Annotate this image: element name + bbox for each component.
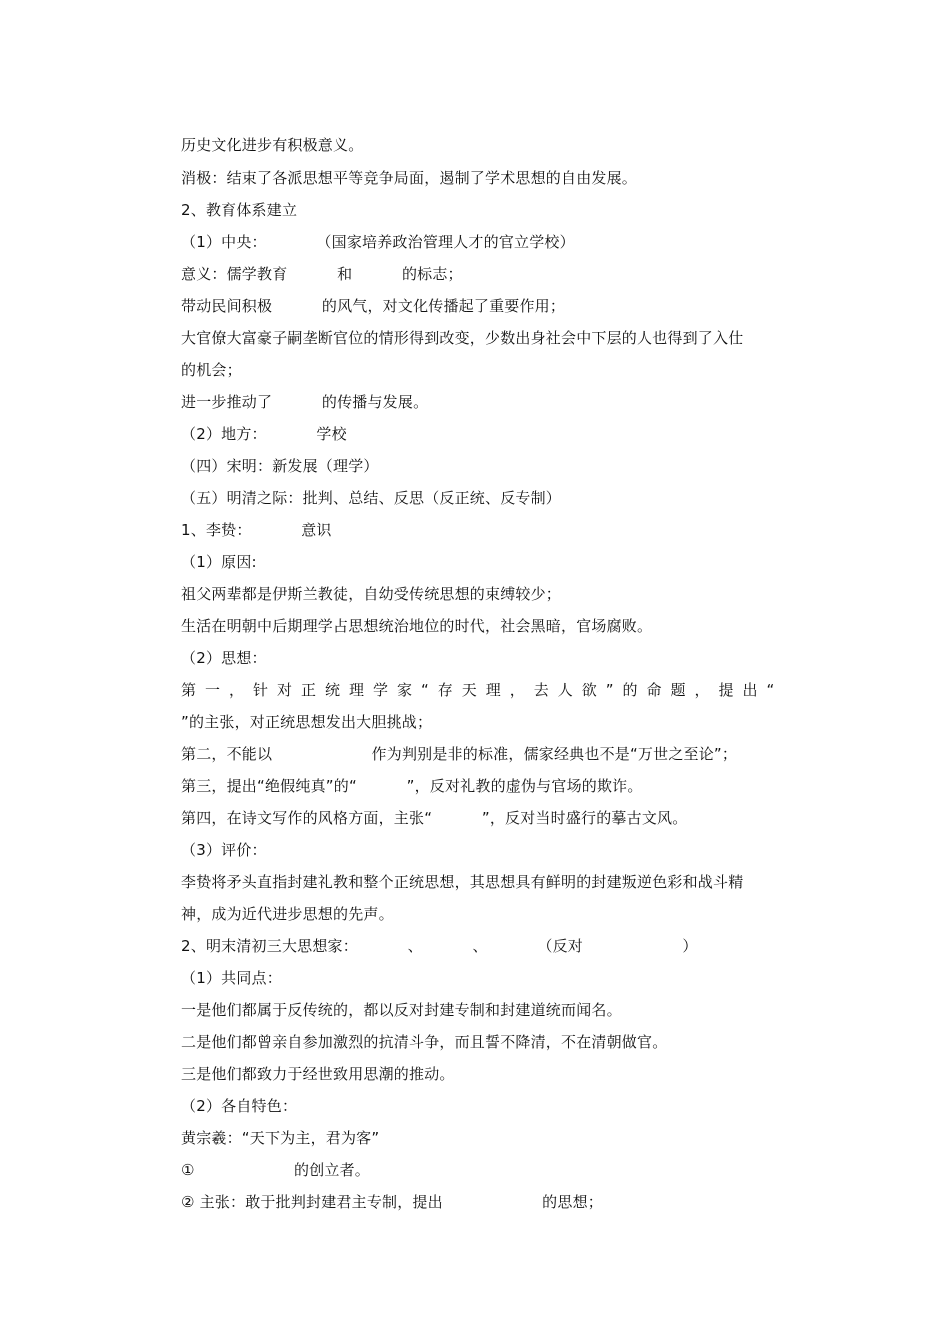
text-line: （2）各自特色：: [181, 1097, 298, 1115]
text-line: （2）地方： 学校: [181, 425, 347, 443]
text-line: 消极：结束了各派思想平等竞争局面，遏制了学术思想的自由发展。: [181, 169, 638, 187]
text-line: 第一，针对正统理学家“存天理，去人欲”的命题，提出“: [181, 681, 784, 699]
text-line: ① 的创立者。: [181, 1161, 371, 1179]
section-heading: （五）明清之际：批判、总结、反思（反正统、反专制）: [181, 489, 562, 507]
text-line: 生活在明朝中后期理学占思想统治地位的时代，社会黑暗，官场腐败。: [181, 617, 653, 635]
text-line: 一是他们都属于反传统的，都以反对封建专制和封建道统而闻名。: [181, 1001, 622, 1019]
text-line: 大官僚大富豪子嗣垄断官位的情形得到改变，少数出身社会中下层的人也得到了入仕: [181, 329, 744, 347]
text-line: 神，成为近代进步思想的先声。: [181, 905, 394, 923]
section-heading: （四）宋明：新发展（理学）: [181, 457, 379, 475]
text-line: ② 主张：敢于批判封建君主专制，提出 的思想；: [181, 1193, 603, 1211]
text-line: 第四，在诗文写作的风格方面，主张“ ”，反对当时盛行的摹古文风。: [181, 809, 688, 827]
section-heading: 2、教育体系建立: [181, 201, 298, 219]
section-heading: 1、李贽： 意识: [181, 521, 332, 539]
text-line: （2）思想：: [181, 649, 267, 667]
text-line: 意义：儒学教育 和 的标志；: [181, 265, 463, 283]
text-line: 黄宗羲：“天下为主，君为客”: [181, 1129, 380, 1147]
text-line: 李贽将矛头直指封建礼教和整个正统思想，其思想具有鲜明的封建叛逆色彩和战斗精: [181, 873, 744, 891]
text-line: 第二，不能以 作为判别是非的标准，儒家经典也不是“万世之至论”；: [181, 745, 738, 763]
text-line: ”的主张，对正统思想发出大胆挑战；: [181, 713, 433, 731]
text-line: 的机会；: [181, 361, 242, 379]
text-line: 进一步推动了 的传播与发展。: [181, 393, 429, 411]
text-line: （1）原因:: [181, 553, 257, 571]
text-line: 历史文化进步有积极意义。: [181, 136, 364, 154]
text-line: 带动民间积极 的风气，对文化传播起了重要作用；: [181, 297, 566, 315]
text-line: 二是他们都曾亲自参加激烈的抗清斗争，而且誓不降清，不在清朝做官。: [181, 1033, 668, 1051]
text-line: 第三，提出“绝假纯真”的“ ”，反对礼教的虚伪与官场的欺诈。: [181, 777, 643, 795]
text-line: 三是他们都致力于经世致用思潮的推动。: [181, 1065, 455, 1083]
text-line: （1）共同点：: [181, 969, 282, 987]
section-heading: 2、明末清初三大思想家： 、 、 （反对 ）: [181, 937, 698, 955]
text-line: （1）中央： （国家培养政治管理人才的官立学校）: [181, 233, 575, 251]
text-line: （3）评价：: [181, 841, 267, 859]
text-line: 祖父两辈都是伊斯兰教徒，自幼受传统思想的束缚较少；: [181, 585, 562, 603]
